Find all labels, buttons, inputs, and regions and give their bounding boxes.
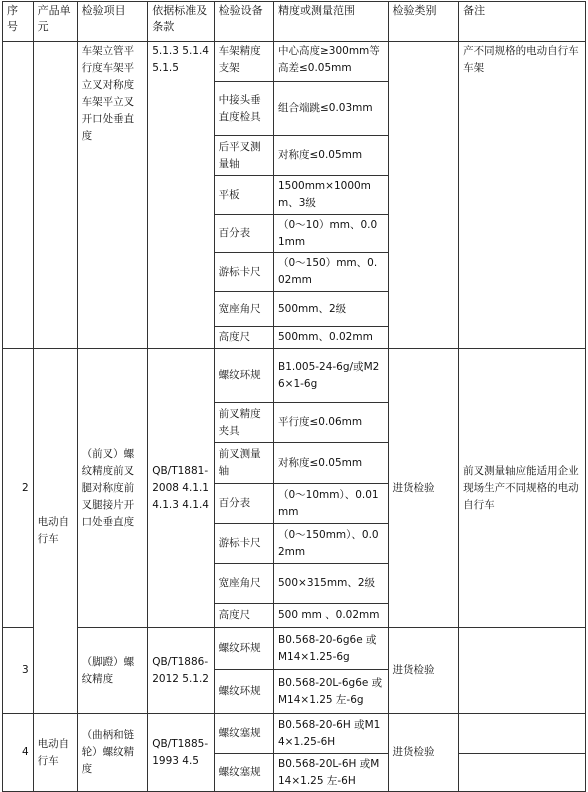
cell-equip: 中接头垂直度检具 [214, 82, 273, 136]
cell-no: 4 [3, 714, 34, 792]
cell-range: 500×315mm、2级 [273, 564, 388, 604]
cell-equip: 百分表 [214, 215, 273, 253]
cell-no: 3 [3, 628, 34, 714]
cell-range: B0.568-20L-6g6e 或M14×1.25 左-6g [273, 670, 388, 714]
cell-equip: 车架精度支架 [214, 42, 273, 82]
cell-range: B0.568-20-6H 或M14×1.25-6H [273, 714, 388, 754]
cell-range: B0.568-20-6g6e 或M14×1.25-6g [273, 628, 388, 670]
cell-range: 对称度≤0.05mm [273, 136, 388, 176]
cell-equip: 螺纹环规 [214, 670, 273, 714]
cell-range: （0～10）mm、0.01mm [273, 215, 388, 253]
cell-equip: 螺纹塞规 [214, 714, 273, 754]
cell-equip: 宽座角尺 [214, 292, 273, 327]
cell-range: （0～10mm）、0.01mm [273, 484, 388, 524]
header-note: 备注 [459, 2, 586, 42]
cell-range: （0～150mm）、0.02mm [273, 524, 388, 564]
header-unit: 产品单元 [33, 2, 77, 42]
cell-equip: 高度尺 [214, 327, 273, 349]
header-range: 精度或测量范围 [273, 2, 388, 42]
cell-no: 2 [3, 349, 34, 628]
cell-unit: 电动自行车 [33, 714, 77, 792]
table-row [3, 349, 586, 403]
cell-equip: 前叉测量轴 [214, 443, 273, 484]
cell-type: 进货检验 [388, 714, 459, 792]
table-row [3, 628, 586, 670]
cell-range: B0.568-20L-6H 或M14×1.25 左-6H [273, 754, 388, 792]
cell-note [459, 628, 586, 714]
cell-range: B1.005-24-6g/或M26×1-6g [273, 349, 388, 403]
header-no: 序号 [3, 2, 34, 42]
cell-range: 500mm、2级 [273, 292, 388, 327]
cell-basis: QB/T1886-2012 5.1.2 [148, 628, 214, 714]
cell-equip: 螺纹环规 [214, 349, 273, 403]
cell-equip: 后平叉测量轴 [214, 136, 273, 176]
cell-basis: QB/T1881-2008 4.1.1 4.1.3 4.1.4 [148, 349, 214, 628]
cell-range: 500mm、0.02mm [273, 327, 388, 349]
cell-equip: 螺纹环规 [214, 628, 273, 670]
cell-items: （前叉）螺纹精度前叉腿对称度前叉腿接片开口处垂直度 [77, 349, 148, 628]
header-equip: 检验设备 [214, 2, 273, 42]
cell-note [459, 714, 586, 754]
cell-type: 进货检验 [388, 349, 459, 628]
cell-equip: 游标卡尺 [214, 524, 273, 564]
cell-note: 前叉测量轴应能适用企业现场生产不同规格的电动自行车 [459, 349, 586, 628]
cell-equip: 平板 [214, 176, 273, 215]
cell-no [3, 42, 34, 349]
header-basis: 依据标准及条款 [148, 2, 214, 42]
table-row [3, 42, 586, 82]
cell-note [459, 754, 586, 792]
cell-range: 1500mm×1000mm、3级 [273, 176, 388, 215]
header-row [3, 2, 586, 42]
cell-range: 组合端跳≤0.03mm [273, 82, 388, 136]
cell-type [388, 42, 459, 349]
cell-range: （0～150）mm、0.02mm [273, 253, 388, 292]
cell-items: （曲柄和链轮）螺纹精度 [77, 714, 148, 792]
cell-range: 平行度≤0.06mm [273, 403, 388, 443]
header-item: 检验项目 [77, 2, 148, 42]
cell-equip: 高度尺 [214, 604, 273, 628]
cell-range: 对称度≤0.05mm [273, 443, 388, 484]
cell-equip: 游标卡尺 [214, 253, 273, 292]
header-type: 检验类别 [388, 2, 459, 42]
cell-type: 进货检验 [388, 628, 459, 714]
cell-unit [33, 42, 77, 349]
cell-unit: 电动自行车 [33, 349, 77, 714]
cell-items: （脚蹬）螺纹精度 [77, 628, 148, 714]
cell-range: 500 mm 、0.02mm [273, 604, 388, 628]
cell-items: 车架立管平行度车架平立叉对称度车架平立叉开口处垂直度 [77, 42, 148, 349]
cell-basis: 5.1.3 5.1.4 5.1.5 [148, 42, 214, 349]
cell-range: 中心高度≥300mm等高差≤0.05mm [273, 42, 388, 82]
cell-equip: 宽座角尺 [214, 564, 273, 604]
cell-equip: 螺纹塞规 [214, 754, 273, 792]
cell-equip: 前叉精度夹具 [214, 403, 273, 443]
cell-basis: QB/T1885-1993 4.5 [148, 714, 214, 792]
cell-equip: 百分表 [214, 484, 273, 524]
cell-note: 产不同规格的电动自行车车架 [459, 42, 586, 349]
table-row [3, 714, 586, 754]
inspection-table [2, 1, 586, 792]
